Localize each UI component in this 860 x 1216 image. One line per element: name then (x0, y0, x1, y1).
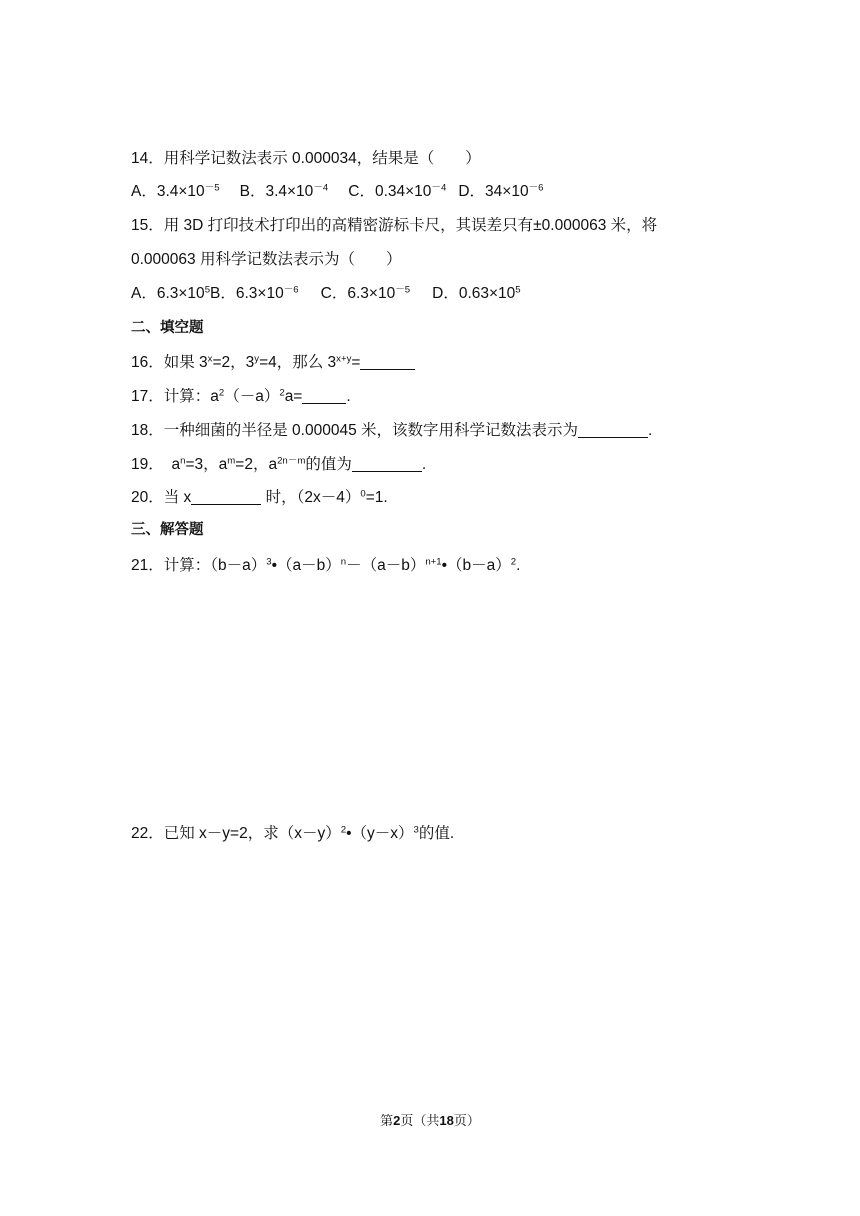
page-footer: 第2页（共18页） (380, 1113, 480, 1128)
question-20: 20．当 x 时，$(2x-4)^0=1$. (131, 488, 388, 506)
section-fill-in-blank-heading: 二、填空题 (131, 320, 204, 336)
question-21: 21．计算：$(b-a)^3•(a-b)^n-(a-b)^{n+1}•(b-a)^2$. (131, 556, 521, 574)
option-a: A．$3.4\times 10^{-5}$ (131, 182, 220, 200)
option-d: D．$0.63\times 10^5$ (432, 284, 521, 302)
option-b: B．$3.4\times 10^{-4}$ (239, 182, 329, 200)
question-19: 19． $a^n=3$，$a^m=2$，$a^{2n-m}$的值为 . (131, 455, 427, 473)
question-17: 17．计算：$a^2(-a)^2a=$ . (131, 387, 351, 405)
question-14-stem: 14．用科学记数法表示 0.000034，结果是（ ） (131, 150, 481, 167)
answer-blank (578, 421, 648, 438)
current-page: 2 (393, 1113, 401, 1128)
question-15-options (131, 281, 521, 303)
section-solve-heading: 三、解答题 (131, 522, 204, 538)
option-a: A．$6.3\times 10^5$ (131, 284, 211, 302)
question-15-stem-line2: 0.000063 用科学记数法表示为（ ） (131, 251, 402, 268)
question-18: 18．一种细菌的半径是 0.000045 米，该数字用科学记数法表示为 . (131, 422, 653, 439)
option-b: B．$6.3\times 10^{-6}$ (210, 284, 299, 302)
option-c: C．$6.3\times 10^{-5}$ (320, 284, 411, 302)
question-16: 16．如果 $3^x=2$，$3^y=4$，那么 $3^{x+y}=$ (131, 350, 415, 372)
question-22: 22．已知 x－y=2，求$(x-y)^2•(y-x)^3$的值. (131, 824, 455, 842)
option-d: D．$34\times 10^{-6}$ (458, 182, 544, 200)
answer-blank (360, 353, 415, 370)
question-15-stem-line1: 15．用 3D 打印技术打印出的高精密游标卡尺，其误差只有±0.000063 米，将 (131, 217, 658, 234)
total-pages: 18 (439, 1113, 454, 1128)
answer-blank (302, 387, 346, 404)
answer-blank (352, 455, 422, 472)
option-c: C．$0.34\times 10^{-4}$ (348, 182, 447, 200)
question-14-options (131, 179, 544, 201)
answer-blank (191, 488, 261, 505)
